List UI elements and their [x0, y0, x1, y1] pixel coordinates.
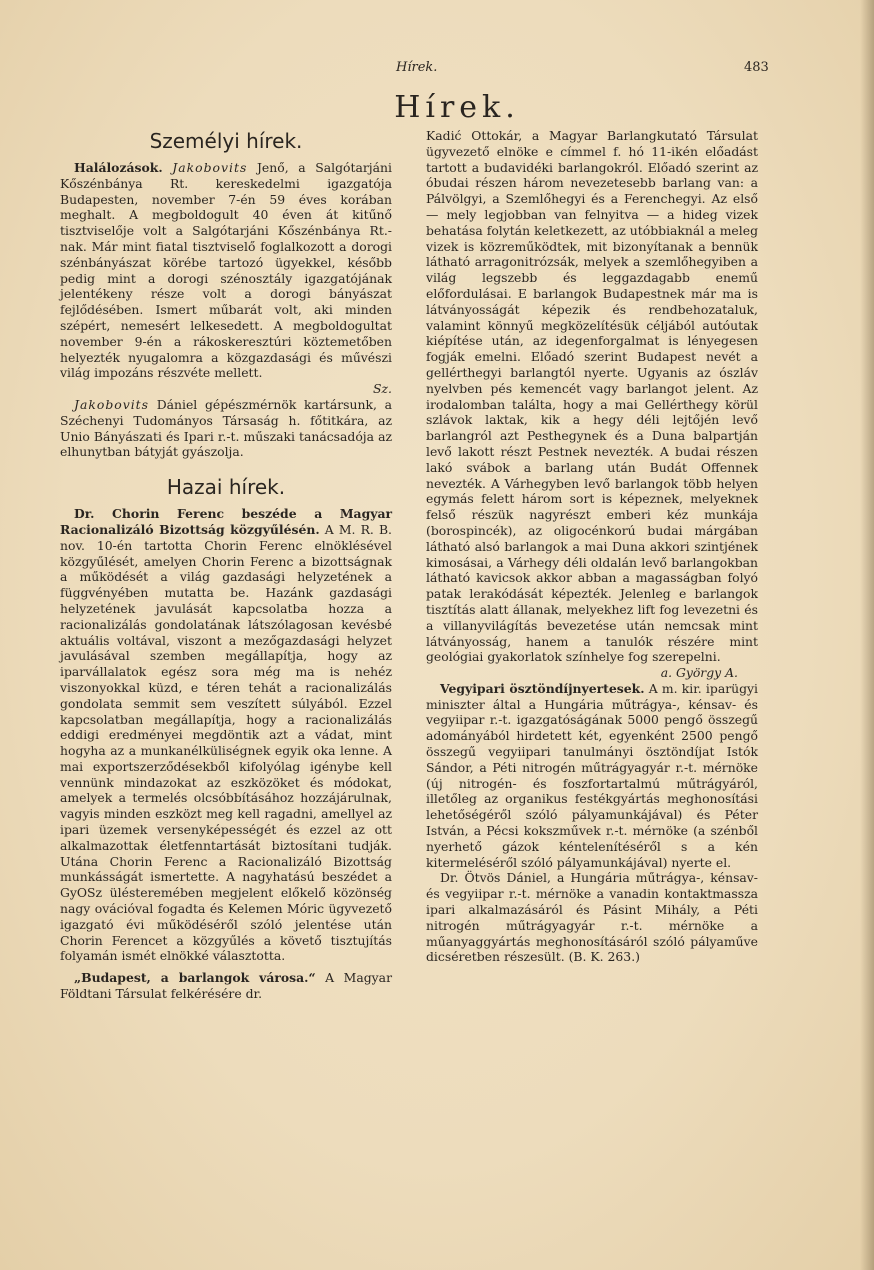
budapest-signature: a. György A.	[660, 665, 738, 681]
personal-news-heading: Személyi hírek.	[149, 129, 303, 153]
obituary-signature: Sz.	[373, 381, 392, 397]
right-column	[426, 128, 758, 965]
obituary-text: Jenő, a Salgótarjáni Kőszénbánya Rt. kereskedelmi igazgatója Budapesten, november 7-én 59 éves korában meghalt. A megboldogult 40 éven át kitűnő tisztviselője volt a Salgótarjáni Kőszénbánya Rt.-nak. Már mint fiatal tisztviselő foglalkozott a dorogi szénbányászat körébe tartozó ügyekkel, később pedig mint a dorogi szénosztály igazgatójának jelentékeny része volt a dorogi bányászat fejlődésében. Ismert műbarát volt, aki minden szépért, nemesért lelkesedett. A megboldogultat november 9-én a rákoskeresztúri köztemetőben helyezték nyugalomra a közgazdasági és művészi világ impozáns részvéte mellett.	[60, 160, 392, 381]
scholarship-text: A m. kir. iparügyi miniszter által a Hungária műtrágya-, kénsav- és vegyiipar r.-t. igazgatóságának 5000 pengő összegű adományából hirdetett két, egyenként 2500 pengő összegű vegyiipari tanulmányi ösztöndíjat Istók Sándor, a Péti nitrogén műtrágyagyár r.-t. mérnöke (új nitrogén- és foszfortartalmú műtrágyáról, illetőleg az organikus festékgyártás meghonosítási lehetőségéről szóló pályamunkájával) és Péter István, a Pécsi kokszművek r.-t. mérnöke (a szénből nyerhető gázok kéntelenítéséről s a kén kitermeléséről szóló pályamunkájával) nyerte el.	[426, 680, 758, 870]
page-edge-shadow	[860, 0, 874, 1270]
chorin-text: A M. R. B. nov. 10-én tartotta Chorin Ferenc elnöklésével közgyűlését, amelyen Chorin Ferenc a bizottságnak a működését a világ gazdasági helyzetének a függvényében mutatta be. Hazánk gazdasági helyzetének javulását kapcsolatba hozza a racionalizálás gondolatának látszólagosan kevésbé aktuális voltával, viszont a mezőgazdasági helyzet javulásával szemben megállapítja, hogy az iparvállalatok egész sora még ma is nehéz viszonyokkal küzd, e téren tehát a racionalizálás gondolata semmit sem veszített súlyából. Ezzel kapcsolatban megállapítja, hogy a racionalizálás eddigi eredményei megdöntik azt a vádat, mint hogyha az a munkanélküliségnek egyik oka lenne. A mai exportszerződésekből kifolyólag igénybe kell vennünk mindazokat az eszközöket és módokat, amelyek a termelés olcsóbbításához hozzájárulnak, vagyis minden eszközt meg kell ragadni, amellyel az ipari üzemek versenyképességét és ezzel az ott alkalmazottak életfenntartását biztosítani tudják. Utána Chorin Ferenc a Racionalizáló Bizottság munkásságát ismertette. A nagyhatású beszédet a GyOSz ülésteremében megjelent előkelő közönség nagy ovációval fogadta és Kelemen Móric ügyvezető igazgató évi működéséről szóló jelentése után Chorin Ferencet a közgyűlés a követő tisztujítás folyamán ismét elnökké választotta.	[60, 521, 392, 964]
scholarship-paragraph	[426, 681, 758, 871]
relative-name: Jakobovits	[74, 396, 150, 412]
commendation-reference: (B. K. 263.)	[568, 949, 640, 965]
chorin-paragraph	[60, 506, 392, 964]
budapest-paragraph-continued: Kadić Ottokár, a Magyar Barlangkutató Társulat ügyvezető elnöke e címmel f. hó 11-ikén előadást tartott a budavidéki barlangokról. Előadó szerint az óbudai részen három nevezetesebb barlang van: a Pálvölgyi, a Szemlőhegyi és a Ferenchegyi. Az első — mely legjobban van felnyitva — a hideg vizek behatása folytán keletkezett, az utóbbiaknál a meleg vizek is közreműködtek, mit bizonyítanak a bennük látható arragonitrózsák, melyek a szemlőhegyiben a világ legszebb és leggazdagabb enemű előfordulásai. E barlangok Budapestnek már ma is látványosságát képezik és rendbehozataluk, valamint könnyű megközelítésük céljából autóutak kiépítése után, az idegenforgalmat is lényegesen fogják emelni. Előadó szerint Budapest nevét a gellérthegyi barlangtól nyerte. Ugyanis az ószláv nyelvben pés kemencét vagy barlangot jelent. Az irodalomban találta, hogy a mai Gellérthegy körül szlávok laktak, kik a hegy déli lejtőjén levő barlangról azt Pesthegynek és a Duna balpartján levő lakott részt Pestnek nevezték. A budai részen lakó svábok a barlang után Budát Offennek nevezték. A Várhegyben levő barlangok több helyen egymás felett három sort is képeznek, melyeknek felső részük nagyrészt emberi kéz munkája (borospincék), az oligocénkorú budai márgában látható alsó barlangok a mai Duna akkori szintjének kimosásai, a Várhegy déli oldalán levő barlangokban látható kavicsok akkor abban a magasságban folyó patak lerakódását képezték. Jelenleg e barlangok tisztítás alatt állanak, melyekhez lift fog levezetni és a villanyvilágítás bevezetése után nemcsak mint látványosság, hanem a tanulók részére mint geológiai gyakorlatok színhelye fog szerepelni.	[426, 128, 758, 665]
obituary-name: Jakobovits	[172, 160, 248, 175]
chorin-lead: Dr. Chorin Ferenc beszéde a Magyar Racionalizáló Bizottság közgyűlésén.	[60, 506, 392, 537]
commendation-text: Dr. Ötvös Dániel, a Hungária műtrágya-, kénsav- és vegyiipar r.-t. mérnöke a vanadin kontaktmassza ipari alkalmazásáról és Pásint Mihály, a Péti nitrogén műtrágyagyár r.-t. mérnöke a műanyaggyártás meghonosításáról szóló pályaműve dicséretben részesült.	[426, 870, 758, 965]
obituary-lead: Halálozások.	[74, 160, 163, 175]
relative-paragraph	[60, 397, 392, 460]
relative-text: Dániel gépészmérnök kartársunk, a Széchenyi Tudományos Társaság h. főtitkára, az Unio Bányászati és Ipari r.-t. műszaki tanácsadója az elhunytban bátyját gyászolja.	[60, 396, 392, 460]
domestic-news-heading: Hazai hírek.	[166, 475, 286, 500]
commendation-paragraph	[426, 870, 758, 965]
budapest-paragraph-start	[60, 970, 392, 1002]
left-column	[60, 128, 392, 1002]
page-number: 483	[744, 60, 769, 75]
running-head	[0, 60, 874, 80]
scholarship-lead: Vegyipari ösztöndíjnyertesek.	[440, 680, 645, 696]
running-title: Hírek.	[396, 60, 438, 75]
budapest-text-left: A Magyar Földtani Társulat felkérésére dr.	[60, 970, 392, 1002]
obituary-paragraph	[60, 160, 392, 381]
section-title: Hírek.	[394, 90, 520, 125]
budapest-lead: „Budapest, a barlangok városa.“	[74, 970, 316, 986]
